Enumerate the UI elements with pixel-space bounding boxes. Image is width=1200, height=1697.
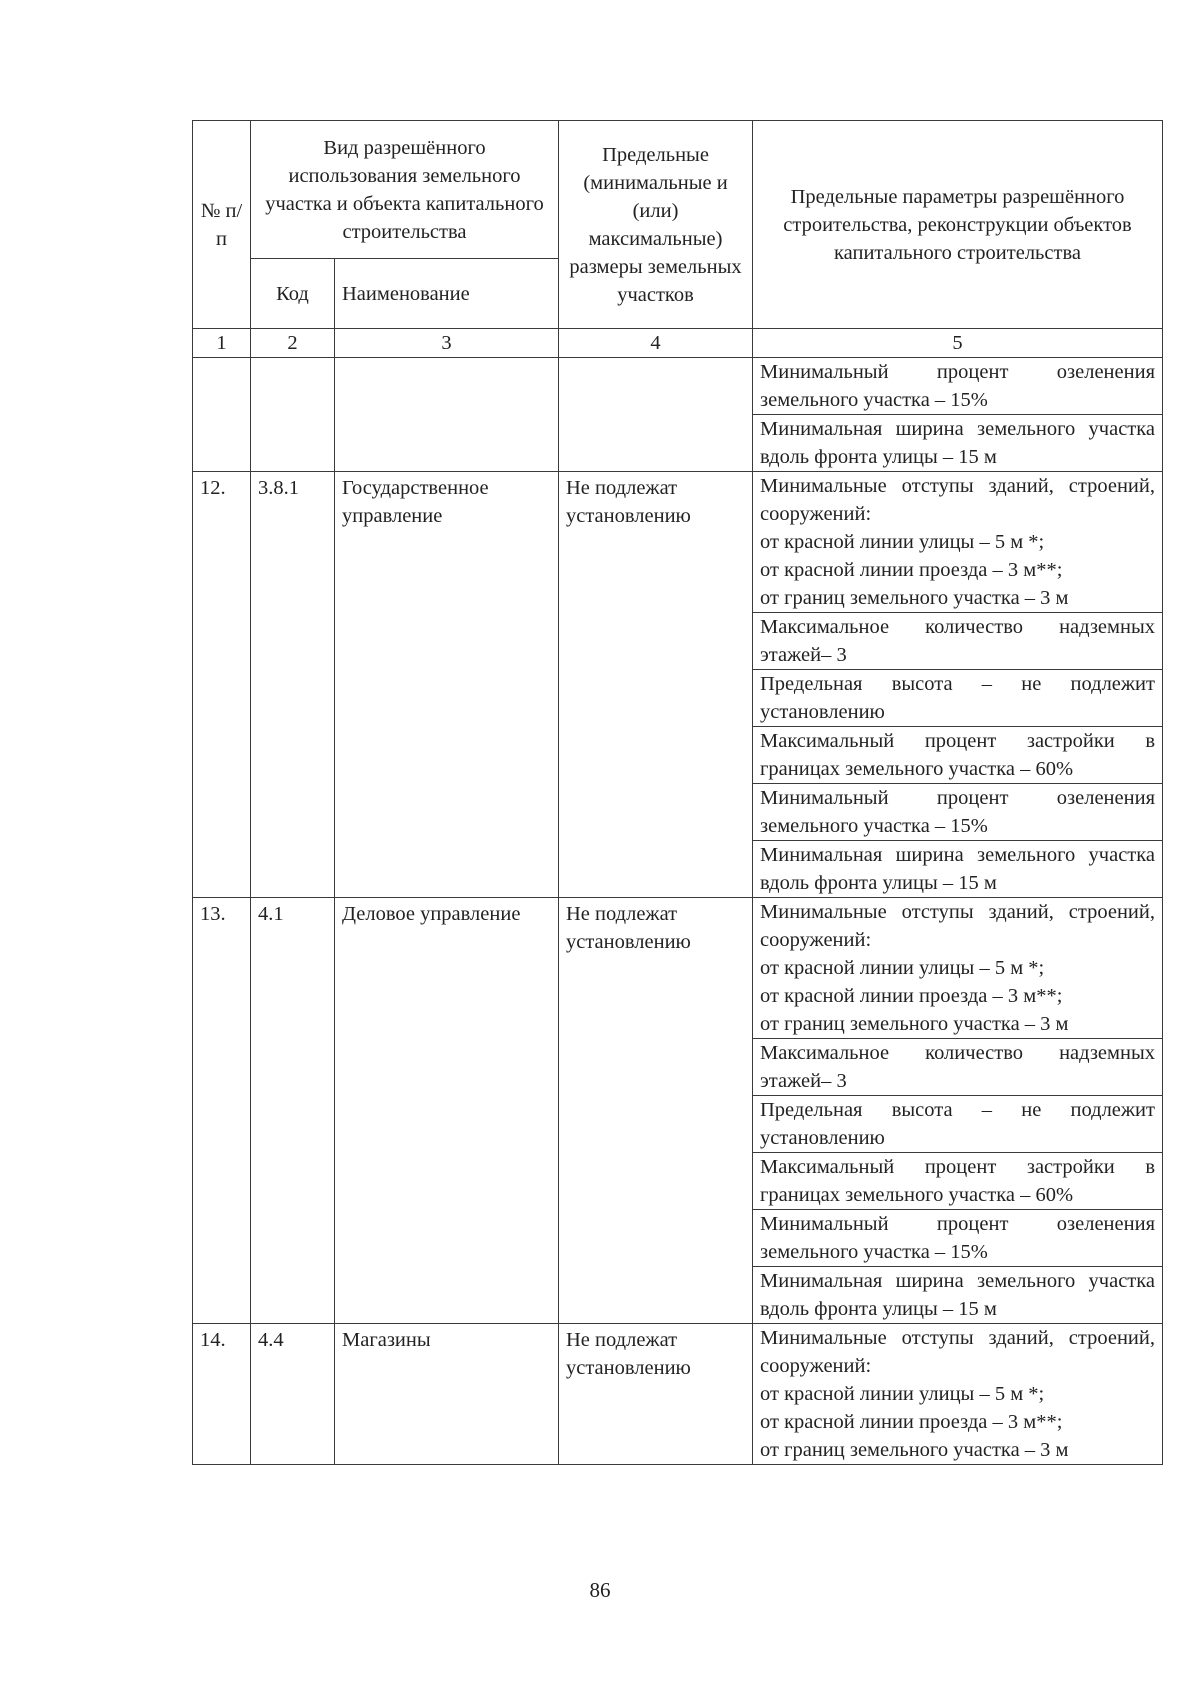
col-number: 2 xyxy=(251,329,335,358)
param-item xyxy=(753,898,1162,1039)
param-item xyxy=(753,727,1162,784)
param-item xyxy=(753,1324,1162,1464)
param-item xyxy=(753,1096,1162,1153)
param-line: от границ земельного участка – 3 м xyxy=(760,1013,1069,1035)
row-sizes: Не подлежат установлению xyxy=(559,898,753,1324)
continuation-row xyxy=(193,358,1163,472)
row-number: 14. xyxy=(193,1324,251,1465)
row-name: Государственное управление xyxy=(335,472,559,898)
param-line: Минимальный процент озеленения земельного участка – 15% xyxy=(760,1213,1155,1263)
param-line: от границ земельного участка – 3 м xyxy=(760,1439,1069,1461)
param-line: Максимальный процент застройки в границах земельного участка – 60% xyxy=(760,730,1155,780)
params-cell xyxy=(753,898,1163,1324)
table-cell xyxy=(335,358,559,472)
param-item xyxy=(753,841,1162,897)
params-cell xyxy=(753,358,1163,472)
row-name: Магазины xyxy=(335,1324,559,1465)
params-cell xyxy=(753,472,1163,898)
column-numbers-row xyxy=(193,329,1163,358)
param-item xyxy=(753,613,1162,670)
param-item xyxy=(753,472,1162,613)
params-cell xyxy=(753,1324,1163,1465)
param-item xyxy=(753,1153,1162,1210)
header-kod: Код xyxy=(251,259,335,329)
table-cell xyxy=(559,358,753,472)
row-sizes: Не подлежат установлению xyxy=(559,472,753,898)
row-kod: 3.8.1 xyxy=(251,472,335,898)
land-use-table xyxy=(192,120,1163,1465)
param-line: от красной линии проезда – 3 м**; xyxy=(760,1411,1063,1433)
header-num: № п/п xyxy=(193,121,251,329)
param-line: Предельная высота – не подлежит установлению xyxy=(760,1099,1155,1149)
row-kod: 4.4 xyxy=(251,1324,335,1465)
param-item: Минимальная ширина земельного участка вдоль фронта улицы – 15 м xyxy=(760,418,1155,468)
header-vid: Вид разрешённого использования земельного участка и объекта капитального строительства xyxy=(251,121,559,259)
param-line: Максимальное количество надземных этажей– 3 xyxy=(760,1042,1155,1092)
page-number: 86 xyxy=(589,1578,611,1602)
table-cell xyxy=(251,358,335,472)
header-sizes: Предельные (минимальные и (или) максимальные) размеры земельных участков xyxy=(559,121,753,329)
header-params: Предельные параметры разрешённого строительства, реконструкции объектов капитального строительства xyxy=(753,121,1163,329)
param-item xyxy=(753,1267,1162,1323)
param-line: Минимальные отступы зданий, строений, сооружений: xyxy=(760,901,1155,951)
param-item xyxy=(753,1210,1162,1267)
param-line: Минимальная ширина земельного участка вдоль фронта улицы – 15 м xyxy=(760,844,1155,894)
col-number: 1 xyxy=(193,329,251,358)
param-line: от границ земельного участка – 3 м xyxy=(760,587,1069,609)
row-kod: 4.1 xyxy=(251,898,335,1324)
param-item xyxy=(753,1039,1162,1096)
param-line: от красной линии улицы – 5 м *; xyxy=(760,531,1045,553)
param-line: Минимальная ширина земельного участка вдоль фронта улицы – 15 м xyxy=(760,1270,1155,1320)
param-item: Минимальный процент озеленения земельного участка – 15% xyxy=(753,358,1162,415)
param-line: Минимальные отступы зданий, строений, сооружений: xyxy=(760,1327,1155,1377)
param-line: от красной линии проезда – 3 м**; xyxy=(760,559,1063,581)
param-line: Максимальное количество надземных этажей– 3 xyxy=(760,616,1155,666)
table-cell xyxy=(193,358,251,472)
param-line: Минимальный процент озеленения земельного участка – 15% xyxy=(760,787,1155,837)
param-item xyxy=(753,784,1162,841)
table-row xyxy=(193,1324,1163,1465)
param-line: Минимальные отступы зданий, строений, сооружений: xyxy=(760,475,1155,525)
row-sizes: Не подлежат установлению xyxy=(559,1324,753,1465)
header-name: Наименование xyxy=(335,259,559,329)
param-line: от красной линии улицы – 5 м *; xyxy=(760,957,1045,979)
param-line: от красной линии проезда – 3 м**; xyxy=(760,985,1063,1007)
col-number: 4 xyxy=(559,329,753,358)
table-row xyxy=(193,472,1163,898)
row-number: 12. xyxy=(193,472,251,898)
row-name: Деловое управление xyxy=(335,898,559,1324)
param-item xyxy=(753,670,1162,727)
param-line: Предельная высота – не подлежит установлению xyxy=(760,673,1155,723)
row-number: 13. xyxy=(193,898,251,1324)
param-line: от красной линии улицы – 5 м *; xyxy=(760,1383,1045,1405)
col-number: 3 xyxy=(335,329,559,358)
param-line: Максимальный процент застройки в границах земельного участка – 60% xyxy=(760,1156,1155,1206)
col-number: 5 xyxy=(753,329,1163,358)
table-row xyxy=(193,898,1163,1324)
